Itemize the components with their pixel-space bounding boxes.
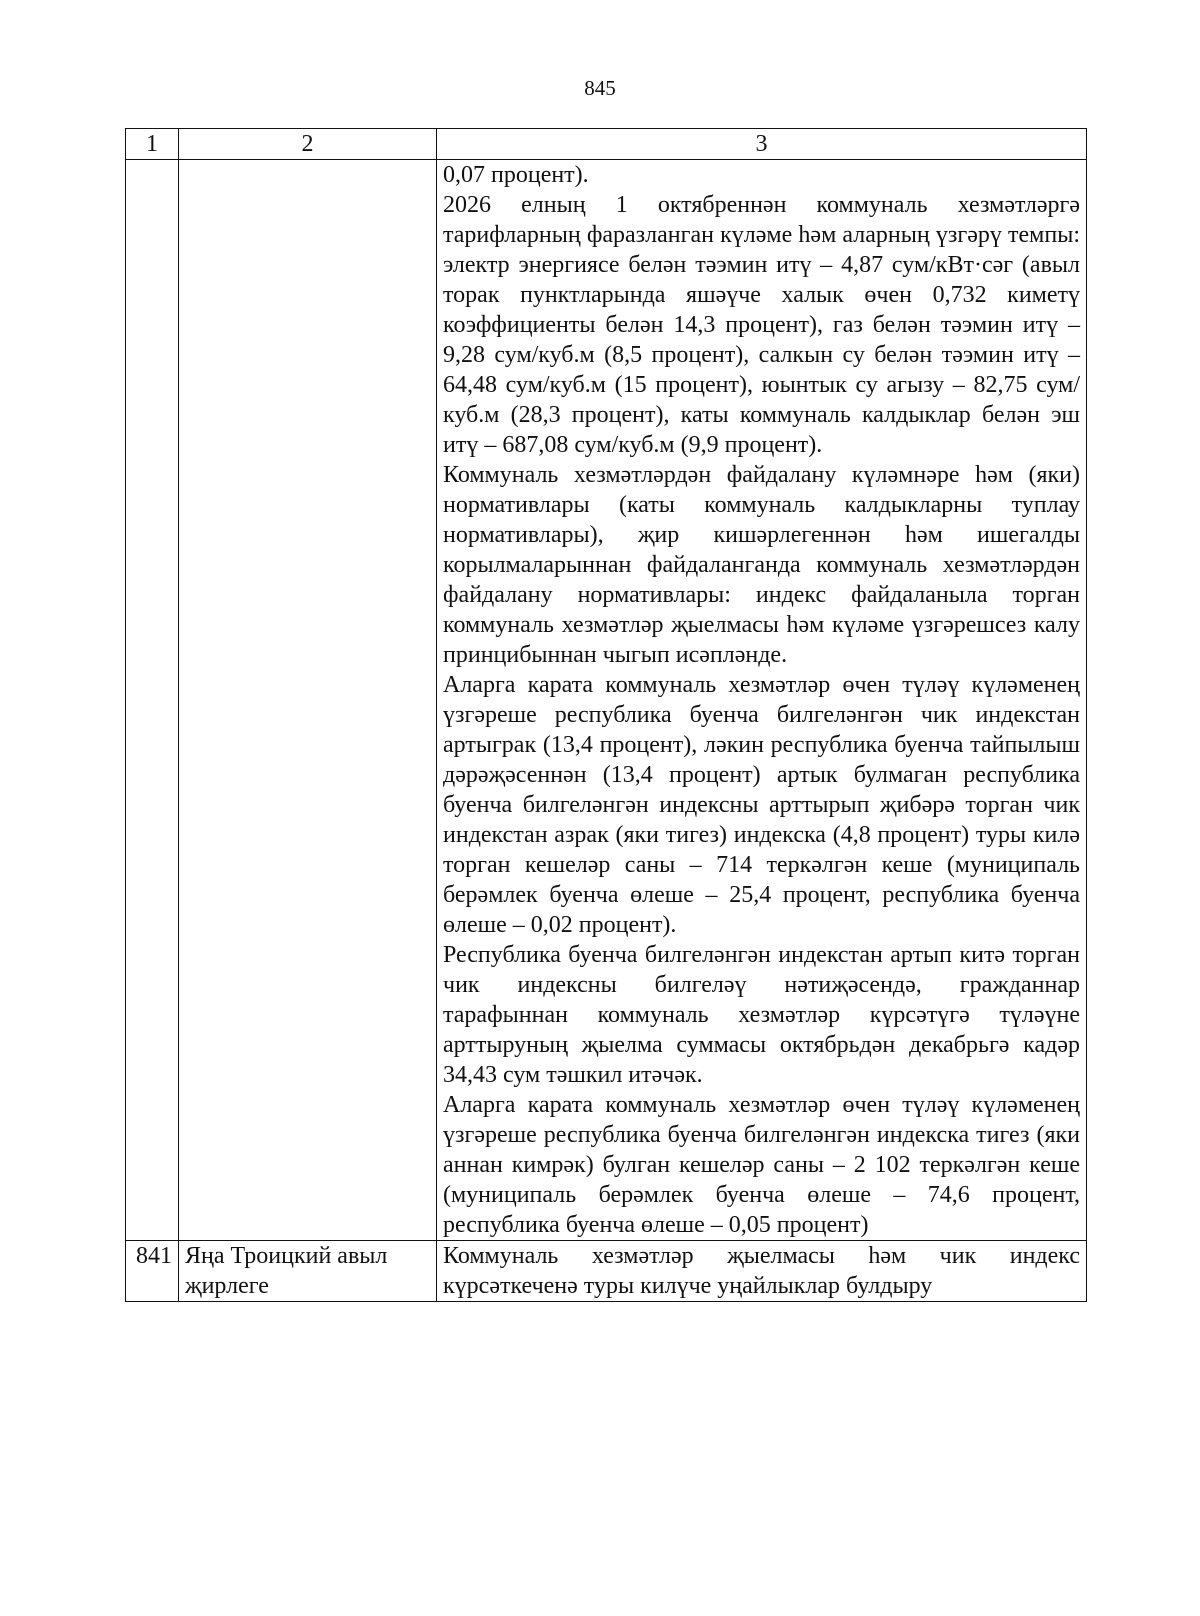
table-row [126,160,1087,1241]
data-table [125,128,1087,1302]
table-row [126,1241,1087,1302]
table-header-row [126,129,1087,160]
column-header-2: 2 [179,129,437,160]
description-cell: Коммуналь хезмәтләр җыелмасы һәм чик индекс күрсәткеченә туры килүче уңайлыклар булдыру [437,1241,1087,1302]
page-number: 845 [584,76,616,100]
paragraph: Коммуналь хезмәтләрдән файдалану күләмнәре һәм (яки) нормативлары (каты коммуналь калдыкларны туплау нормативлары), җир кишәрлегеннән һәм ишегалды корылмаларыннан файдаланганда коммуналь хезмәтләрдән файдалану нормативлары: индекс файдаланыла торган коммуналь хезмәтләр җыелмасы һәм күләме үзгәрешсез калу принцибыннан чыгып исәпләнде. [443,462,1080,668]
description-cell [437,160,1087,1241]
column-header-3: 3 [437,129,1087,160]
row-number-cell [126,160,179,1241]
settlement-name-cell [179,160,437,1241]
settlement-name-cell: Яңа Троицкий авыл җирлеге [179,1241,437,1302]
paragraph: 0,07 процент). [443,162,589,188]
paragraph: Аларга карата коммуналь хезмәтләр өчен түләү күләменең үзгәреше республика буенча билгеләнгән чик индекстан артыграк (13,4 процент), ләкин республика буенча тайпылыш дәрәҗәсеннән (13,4 процент) артык булмаган республика буенча билгеләнгән индексны арттырып җибәрә торган чик индекстан азрак (яки тигез) индекска (4,8 процент) туры килә торган кешеләр саны – 714 теркәлгән кеше (муниципаль берәмлек буенча өлеше – 25,4 процент, республика буенча өлеше – 0,02 процент). [443,672,1080,938]
paragraph: Республика буенча билгеләнгән индекстан артып китә торган чик индексны билгеләү нәтиҗәсендә, гражданнар тарафыннан коммуналь хезмәтләр күрсәтүгә түләүне арттыруның җыелма суммасы октябрьдән декабрьгә кадәр 34,43 сум тәшкил итәчәк. [443,942,1080,1088]
paragraph: Аларга карата коммуналь хезмәтләр өчен түләү күләменең үзгәреше республика буенча билгеләнгән индекска тигез (яки аннан кимрәк) булган кешеләр саны – 2 102 теркәлгән кеше (муниципаль берәмлек буенча өлеше – 74,6 процент, республика буенча өлеше – 0,05 процент) [443,1092,1080,1238]
column-header-1: 1 [126,129,179,160]
paragraph: 2026 елның 1 октябреннән коммуналь хезмәтләргә тарифларның фаразланган күләме һәм аларның үзгәрү темпы: электр энергиясе белән тәэмин итү – 4,87 сум/кВт·сәг (авыл торак пунктларында яшәүче халык өчен 0,732 киметү коэффициенты белән 14,3 процент), газ белән тәэмин итү – 9,28 сум/куб.м (8,5 процент), салкын су белән тәэмин итү – 64,48 сум/куб.м (15 процент), юынтык су агызу – 82,75 сум/куб.м (28,3 процент), каты коммуналь калдыклар белән эш итү – 687,08 сум/куб.м (9,9 процент). [443,192,1080,458]
row-number-cell: 841 [126,1241,179,1302]
